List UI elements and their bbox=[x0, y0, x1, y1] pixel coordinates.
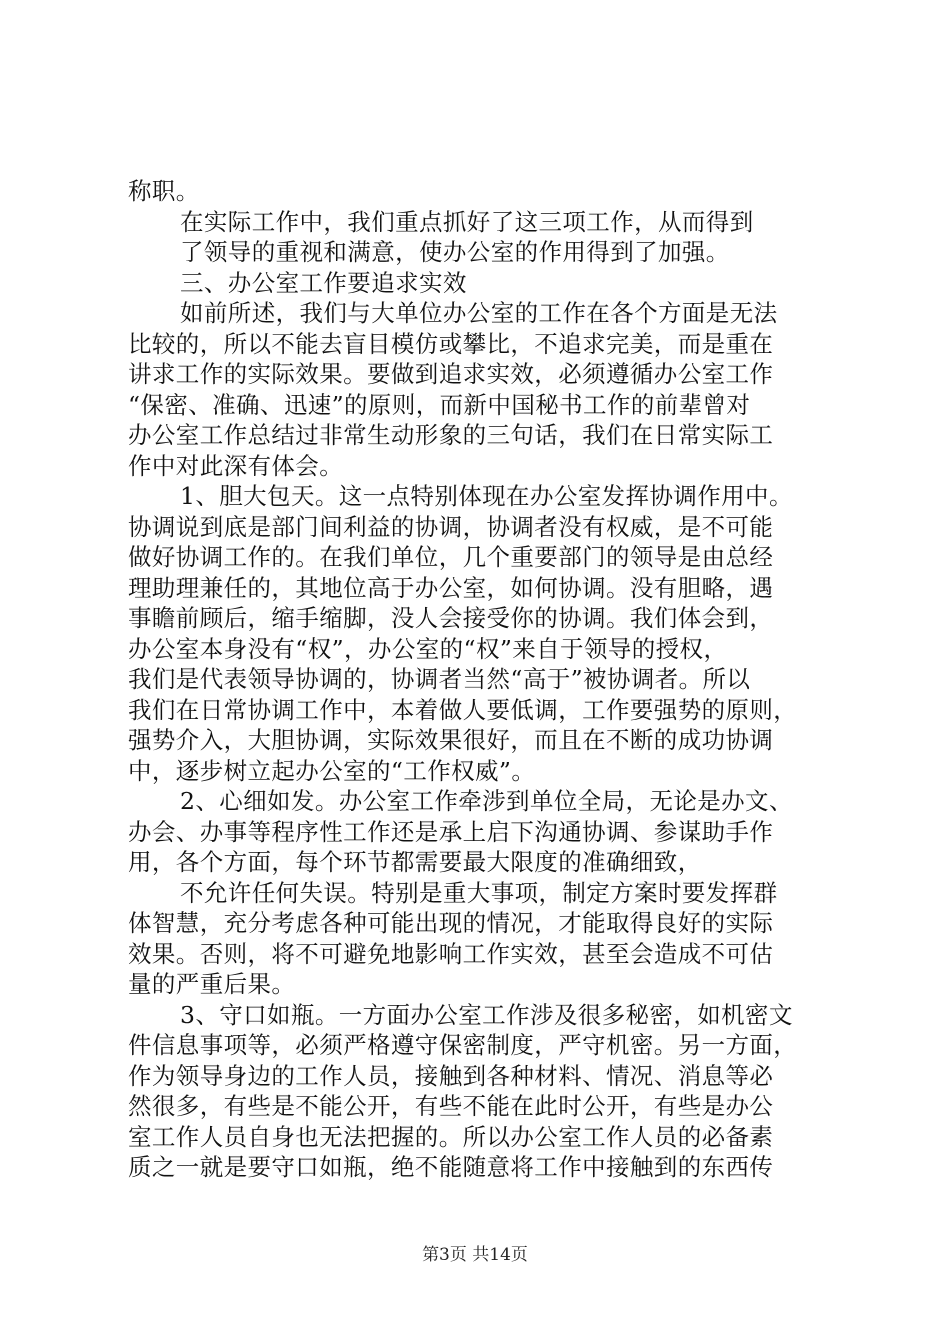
text-line: 件信息事项等，必须严格遵守保密制度，严守机密。另一方面， bbox=[128, 1031, 798, 1059]
text-line: 不允许任何失误。特别是重大事项，制定方案时要发挥群 bbox=[180, 878, 778, 907]
text-line: 质之一就是要守口如瓶，绝不能随意将工作中接触到的东西传 bbox=[128, 1153, 774, 1181]
text-line: 协调说到底是部门间利益的协调，协调者没有权威，是不可能 bbox=[128, 512, 774, 541]
text-line: 事瞻前顾后，缩手缩脚，没人会接受你的协调。我们体会到， bbox=[128, 604, 774, 632]
text-line: 办公室工作总结过非常生动形象的三句话，我们在日常实际工 bbox=[128, 421, 774, 449]
text-line: 强势介入，大胆协调，实际效果很好，而且在不断的成功协调 bbox=[128, 726, 774, 754]
text-line: 比较的，所以不能去盲目模仿或攀比，不追求完美，而是重在 bbox=[128, 329, 774, 358]
page-footer bbox=[0, 1240, 950, 1265]
text-line: 3、守口如瓶。一方面办公室工作涉及很多秘密，如机密文 bbox=[180, 1000, 793, 1029]
text-line: 体智慧，充分考虑各种可能出现的情况，才能取得良好的实际 bbox=[128, 909, 774, 937]
text-line: 作中对此深有体会。 bbox=[128, 451, 344, 480]
text-line: 做好协调工作的。在我们单位，几个重要部门的领导是由总经 bbox=[128, 543, 774, 571]
page-number: 第3页 共14页 bbox=[422, 1245, 528, 1265]
text-line: 然很多，有些是不能公开，有些不能在此时公开，有些是办公 bbox=[128, 1092, 774, 1120]
text-line: 称职。 bbox=[128, 177, 200, 205]
text-line: 在实际工作中，我们重点抓好了这三项工作，从而得到 bbox=[180, 207, 754, 236]
text-line: 室工作人员自身也无法把握的。所以办公室工作人员的必备素 bbox=[128, 1122, 774, 1151]
text-line: 量的严重后果。 bbox=[128, 970, 296, 998]
text-line: 如前所述，我们与大单位办公室的工作在各个方面是无法 bbox=[180, 299, 778, 327]
text-line: 2、心细如发。办公室工作牵涉到单位全局，无论是办文、 bbox=[180, 787, 793, 815]
text-line: 了领导的重视和满意，使办公室的作用得到了加强。 bbox=[180, 238, 730, 266]
text-line: 三、办公室工作要追求实效 bbox=[180, 268, 467, 297]
text-line: 办会、办事等程序性工作还是承上启下沟通协调、参谋助手作 bbox=[128, 817, 774, 846]
text-line: 讲求工作的实际效果。要做到追求实效，必须遵循办公室工作 bbox=[128, 360, 774, 388]
text-line: 中，逐步树立起办公室的“工作权威”。 bbox=[128, 756, 536, 785]
text-line: 1、胆大包天。这一点特别体现在办公室发挥协调作用中。 bbox=[180, 482, 793, 510]
text-line: 作为领导身边的工作人员，接触到各种材料、情况、消息等必 bbox=[128, 1061, 774, 1090]
text-line: 我们是代表领导协调的，协调者当然“高于”被协调者。所以 bbox=[128, 665, 751, 693]
text-line: 用，各个方面，每个环节都需要最大限度的准确细致， bbox=[128, 848, 702, 876]
text-line: 办公室本身没有“权”，办公室的“权”来自于领导的授权， bbox=[128, 634, 728, 663]
text-line: 效果。否则，将不可避免地影响工作实效，甚至会造成不可估 bbox=[128, 939, 774, 968]
text-line: “保密、准确、迅速”的原则，而新中国秘书工作的前辈曾对 bbox=[128, 390, 751, 419]
text-line: 理助理兼任的，其地位高于办公室，如何协调。没有胆略，遇 bbox=[128, 573, 774, 602]
document-body bbox=[128, 176, 838, 1183]
text-line: 我们在日常协调工作中，本着做人要低调，工作要强势的原则， bbox=[128, 695, 798, 724]
